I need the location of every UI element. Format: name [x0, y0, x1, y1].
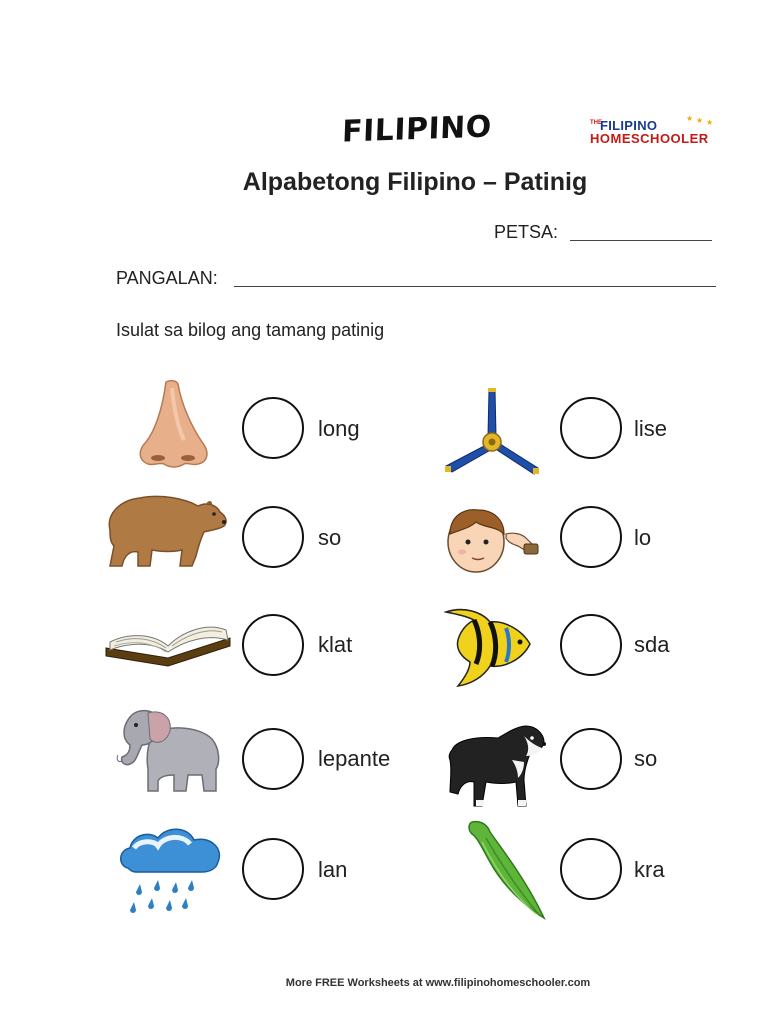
okra-picture: [464, 818, 550, 924]
answer-circle[interactable]: [242, 506, 304, 568]
date-label: PETSA:: [494, 222, 559, 242]
subject-heading: FILIPINO: [341, 109, 493, 150]
nose-picture: [136, 378, 212, 470]
propeller-picture: [442, 386, 542, 478]
logo-line-2: HOMESCHOOLER: [590, 131, 709, 146]
fish-picture: [444, 604, 536, 688]
word-fragment: so: [634, 746, 658, 771]
logo-the: THE: [590, 120, 602, 126]
dog-picture: [446, 720, 548, 812]
logo-line-1: FILIPINO: [600, 118, 658, 133]
answer-circle[interactable]: [242, 838, 304, 900]
site-logo: [590, 114, 730, 152]
star-icon: ★: [686, 114, 694, 123]
answer-circle[interactable]: [560, 506, 622, 568]
word-fragment: kra: [634, 857, 665, 882]
answer-circle[interactable]: [560, 397, 622, 459]
answer-circle[interactable]: [242, 614, 304, 676]
footer-text: More FREE Worksheets at www.filipinohomeschooler.com: [285, 977, 591, 989]
instruction-text: Isulat sa bilog ang tamang patinig: [116, 320, 385, 340]
answer-circle[interactable]: [560, 614, 622, 676]
word-fragment: sda: [634, 632, 670, 657]
answer-circle[interactable]: [560, 838, 622, 900]
book-picture: [102, 612, 234, 668]
word-fragment: long: [318, 416, 360, 441]
star-icon: ★: [706, 118, 714, 127]
word-fragment: lan: [318, 857, 348, 882]
word-fragment: so: [318, 525, 342, 550]
answer-circle[interactable]: [560, 728, 622, 790]
bear-picture: [100, 490, 230, 570]
worksheet-title: Alpabetong Filipino – Patinig: [242, 168, 588, 196]
name-field-line[interactable]: [234, 286, 716, 287]
word-fragment: lise: [634, 416, 668, 441]
word-fragment: klat: [318, 632, 353, 657]
answer-circle[interactable]: [242, 728, 304, 790]
raincloud-picture: [118, 826, 226, 918]
word-fragment: lo: [634, 525, 652, 550]
star-icon: ★: [696, 116, 704, 125]
word-fragment: lepante: [318, 746, 391, 771]
elephant-picture: [108, 705, 226, 795]
date-field-line[interactable]: [570, 240, 712, 241]
name-label: PANGALAN:: [116, 268, 218, 288]
boy-head-picture: [444, 504, 542, 576]
answer-circle[interactable]: [242, 397, 304, 459]
